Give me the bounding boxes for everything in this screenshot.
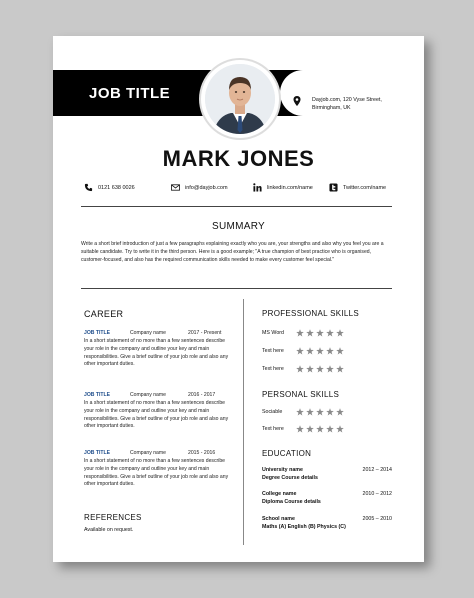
email-text: info@dayjob.com xyxy=(185,184,228,191)
job-title: JOB TITLE xyxy=(84,392,111,398)
skill-row xyxy=(262,408,344,416)
skill-stars xyxy=(296,365,344,373)
job-company: Company name xyxy=(130,330,166,336)
star-icon xyxy=(296,347,304,355)
contact-email xyxy=(171,183,228,192)
education-years: 2012 – 2014 xyxy=(362,467,392,473)
education-years: 2005 – 2010 xyxy=(362,516,392,522)
star-icon xyxy=(336,329,344,337)
skill-label: Text here xyxy=(262,348,284,354)
divider-top xyxy=(81,206,392,207)
skill-stars xyxy=(296,329,344,337)
location-pin-icon xyxy=(293,96,301,106)
education-item xyxy=(262,491,392,506)
job-title: JOB TITLE xyxy=(84,450,111,456)
star-icon xyxy=(316,365,324,373)
star-icon xyxy=(326,365,334,373)
email-icon xyxy=(171,183,180,192)
skill-stars xyxy=(296,425,344,433)
skill-row xyxy=(262,347,344,355)
star-icon xyxy=(316,408,324,416)
skill-row xyxy=(262,329,344,337)
education-item xyxy=(262,467,392,482)
career-job xyxy=(84,330,232,369)
divider-summary xyxy=(81,288,392,289)
star-icon xyxy=(316,329,324,337)
contact-twitter xyxy=(329,183,386,192)
career-title: CAREER xyxy=(84,309,124,319)
job-title: JOB TITLE xyxy=(84,330,111,336)
personal-skills-title: PERSONAL SKILLS xyxy=(262,390,340,399)
education-years: 2010 – 2012 xyxy=(362,491,392,497)
star-icon xyxy=(316,347,324,355)
phone-text: 0121 638 0026 xyxy=(98,184,135,191)
linkedin-text: linkedin.com/name xyxy=(267,184,313,191)
education-title: EDUCATION xyxy=(262,449,312,458)
skill-row xyxy=(262,425,344,433)
skill-label: MS Word xyxy=(262,330,284,336)
education-detail: Diploma Course details xyxy=(262,498,321,505)
star-icon xyxy=(336,408,344,416)
skill-label: Text here xyxy=(262,426,284,432)
star-icon xyxy=(306,347,314,355)
education-school: University name xyxy=(262,467,303,473)
education-detail: Maths (A) English (B) Physics (C) xyxy=(262,523,346,530)
education-detail: Degree Course details xyxy=(262,474,318,481)
skill-stars xyxy=(296,347,344,355)
skill-stars xyxy=(296,408,344,416)
star-icon xyxy=(316,425,324,433)
header-job-title: JOB TITLE xyxy=(89,85,171,102)
address-line-1: Dayjob.com, 120 Vyse Street, xyxy=(312,97,382,103)
job-dates: 2015 - 2016 xyxy=(188,450,216,456)
job-dates: 2016 - 2017 xyxy=(188,392,216,398)
twitter-icon xyxy=(329,183,338,192)
star-icon xyxy=(296,425,304,433)
education-school: School name xyxy=(262,516,295,522)
star-icon xyxy=(326,408,334,416)
star-icon xyxy=(306,408,314,416)
star-icon xyxy=(326,347,334,355)
star-icon xyxy=(296,408,304,416)
job-dates: 2017 - Present xyxy=(188,330,222,336)
linkedin-icon xyxy=(253,183,262,192)
star-icon xyxy=(296,365,304,373)
skill-label: Sociable xyxy=(262,409,283,415)
skill-label: Text here xyxy=(262,366,284,372)
job-description: In a short statement of no more than a few sentences describe your role in the company and outline your key and main responsibilities. Give a brief outline of your job role and also any other important duties. xyxy=(84,458,229,488)
star-icon xyxy=(306,365,314,373)
job-company: Company name xyxy=(130,392,166,398)
column-divider xyxy=(243,299,244,545)
star-icon xyxy=(336,425,344,433)
professional-skills-title: PROFESSIONAL SKILLS xyxy=(262,309,359,318)
address-line-2: Birmingham, UK xyxy=(312,105,351,111)
candidate-name: MARK JONES xyxy=(162,146,315,171)
star-icon xyxy=(306,425,314,433)
summary-text: Write a short brief introduction of just a few paragraphs explaining exactly who you are, your strengths and also why you feel you are a suitable candidate. Try to write it in the third person. Here is a good example; "A true champion of best practice who is organised, customer-focused, and also has the required communication skills needed to make every customer feel special." xyxy=(81,241,384,263)
job-description: In a short statement of no more than a few sentences describe your role in the company and outline your key and main responsibilities. Give a brief outline of your job role and also any other important duties. xyxy=(84,400,229,430)
summary-title: SUMMARY xyxy=(211,221,266,232)
twitter-text: Twitter.com/name xyxy=(343,184,387,191)
skill-row xyxy=(262,365,344,373)
career-job xyxy=(84,392,232,431)
job-description: In a short statement of no more than a few sentences describe your role in the company and outline your key and main responsibilities. Give a brief outline of your job role and also any other important duties. xyxy=(84,338,229,368)
profile-photo xyxy=(205,64,275,134)
education-item xyxy=(262,516,392,531)
career-job xyxy=(84,450,232,489)
job-company: Company name xyxy=(130,450,166,456)
address xyxy=(312,96,412,112)
star-icon xyxy=(326,329,334,337)
star-icon xyxy=(336,347,344,355)
star-icon xyxy=(326,425,334,433)
references-text: Available on request. xyxy=(84,527,134,533)
education-school: College name xyxy=(262,491,297,497)
contact-phone xyxy=(84,183,135,192)
star-icon xyxy=(306,329,314,337)
resume-page xyxy=(53,36,424,562)
star-icon xyxy=(336,365,344,373)
references-title: REFERENCES xyxy=(84,513,142,522)
phone-icon xyxy=(84,183,93,192)
star-icon xyxy=(296,329,304,337)
contact-linkedin xyxy=(253,183,313,192)
